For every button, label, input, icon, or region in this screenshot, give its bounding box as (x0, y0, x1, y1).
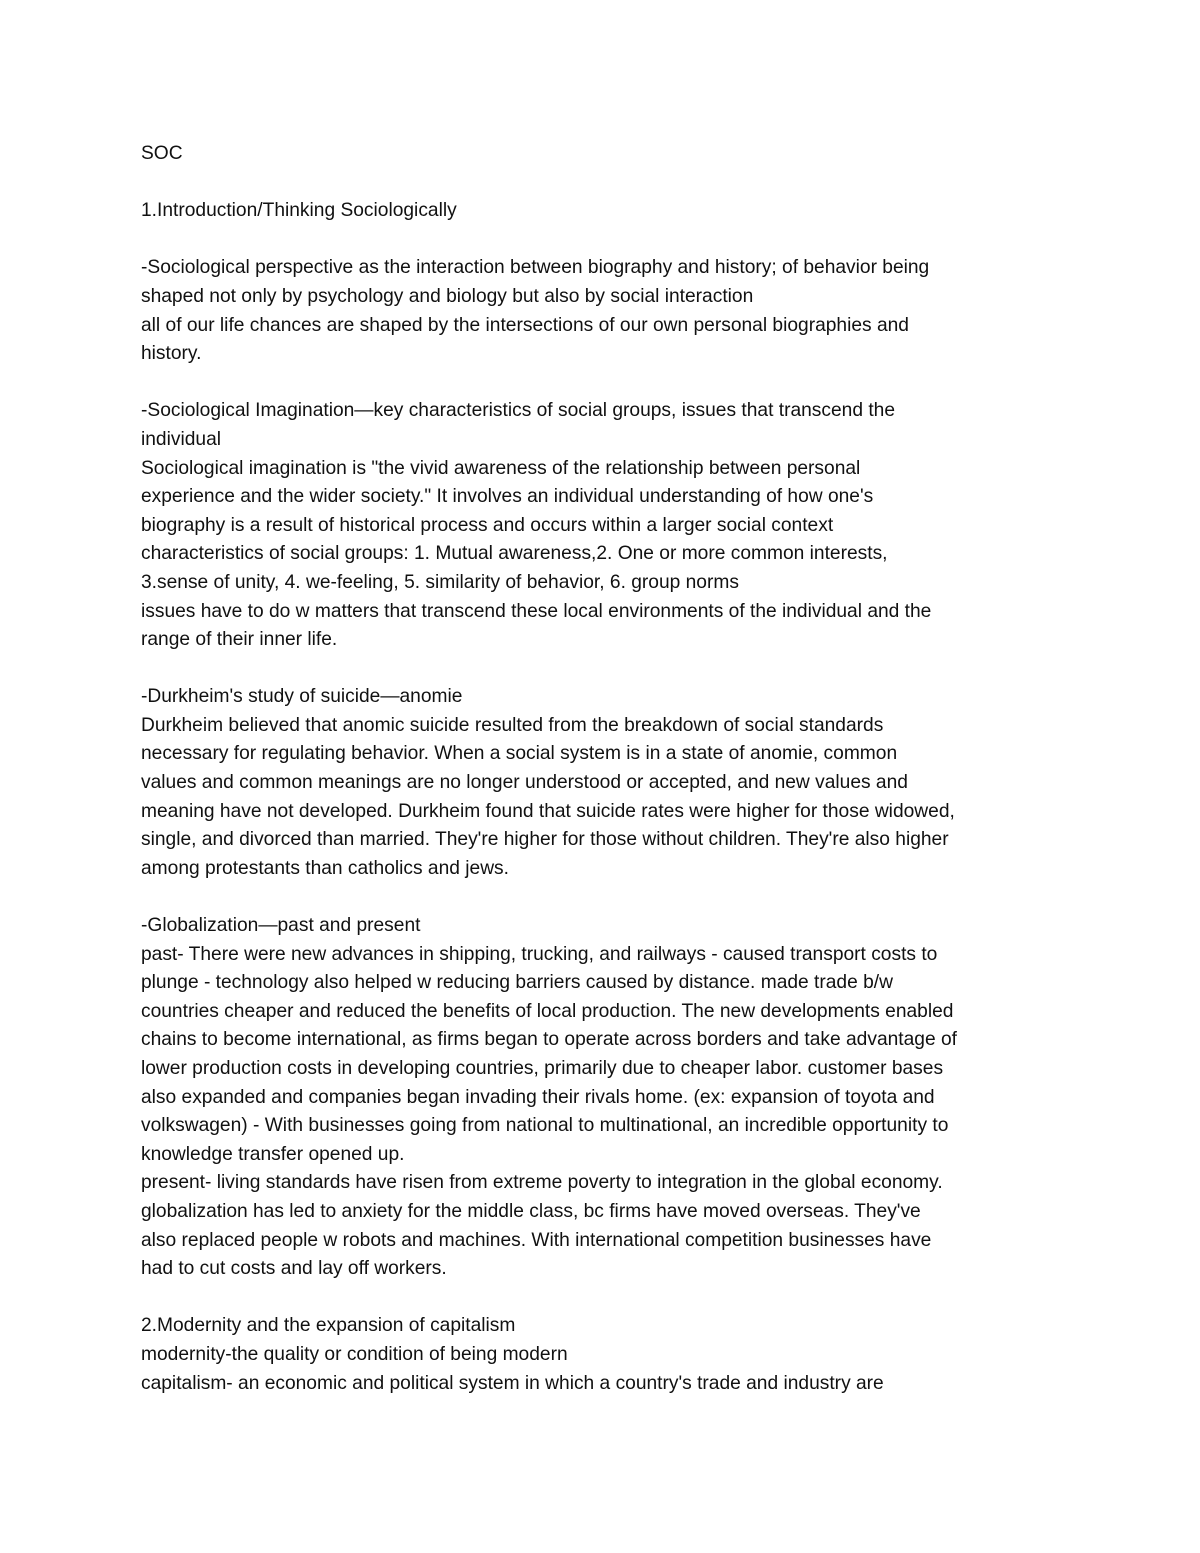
text-line: present- living standards have risen from extreme poverty to integration in the global economy. (141, 1172, 943, 1194)
text-line: experience and the wider society." It involves an individual understanding of how one's (141, 486, 874, 508)
paragraph-gap (141, 226, 1076, 255)
text-line: -Sociological Imagination—key characteristics of social groups, issues that transcend the (141, 400, 896, 422)
text-line: -Sociological perspective as the interaction between biography and history; of behavior being (141, 257, 930, 279)
text-line: -Globalization—past and present (141, 915, 421, 937)
text-line: -Durkheim's study of suicide—anomie (141, 686, 463, 708)
paragraph-durkheim-suicide (141, 683, 1076, 883)
text-line: also expanded and companies began invading their rivals home. (ex: expansion of toyota and (141, 1086, 935, 1108)
text-line: Durkheim believed that anomic suicide resulted from the breakdown of social standards (141, 714, 884, 736)
text-line: history. (141, 343, 202, 365)
text-line: modernity-the quality or condition of being modern (141, 1343, 568, 1365)
text-line: 3.sense of unity, 4. we-feeling, 5. similarity of behavior, 6. group norms (141, 571, 739, 593)
text-line: knowledge transfer opened up. (141, 1143, 405, 1165)
text-line: past- There were new advances in shipping, trucking, and railways - caused transport costs to (141, 943, 938, 965)
paragraph-globalization (141, 912, 1076, 1284)
section-heading: 1.Introduction/Thinking Sociologically (141, 200, 457, 222)
text-line: individual (141, 428, 222, 450)
paragraph-gap (141, 1284, 1076, 1313)
text-line: also replaced people w robots and machines. With international competition businesses have (141, 1229, 932, 1251)
text-line: had to cut costs and lay off workers. (141, 1258, 447, 1280)
text-line: plunge - technology also helped w reducing barriers caused by distance. made trade b/w (141, 972, 893, 994)
paragraph-gap (141, 169, 1076, 198)
paragraph-gap (141, 883, 1076, 912)
text-line: among protestants than catholics and jews. (141, 857, 509, 879)
text-line: meaning have not developed. Durkheim found that suicide rates were higher for those widowed, (141, 800, 955, 822)
text-line: characteristics of social groups: 1. Mutual awareness,2. One or more common interests, (141, 543, 888, 565)
text-line: issues have to do w matters that transcend these local environments of the individual and the (141, 600, 932, 622)
paragraph-modernity-capitalism (141, 1312, 1076, 1398)
paragraph-sociological-perspective (141, 254, 1076, 368)
text-line: chains to become international, as firms began to operate across borders and take advantage of (141, 1029, 957, 1051)
text-line: Sociological imagination is "the vivid awareness of the relationship between personal (141, 457, 861, 479)
document-body (141, 140, 1076, 1398)
section-heading: 2.Modernity and the expansion of capitalism (141, 1315, 516, 1337)
paragraph-gap (141, 655, 1076, 684)
paragraph-sociological-imagination (141, 397, 1076, 654)
text-line: values and common meanings are no longer understood or accepted, and new values and (141, 772, 908, 794)
text-line: necessary for regulating behavior. When a social system is in a state of anomie, common (141, 743, 898, 765)
text-line: capitalism- an economic and political system in which a country's trade and industry are (141, 1372, 884, 1394)
text-line: globalization has led to anxiety for the middle class, bc firms have moved overseas. They've (141, 1200, 921, 1222)
text-line: lower production costs in developing countries, primarily due to cheaper labor. customer bases (141, 1058, 944, 1079)
text-line: all of our life chances are shaped by the intersections of our own personal biographies and (141, 314, 909, 336)
text-line: shaped not only by psychology and biology but also by social interaction (141, 285, 754, 307)
text-line: range of their inner life. (141, 629, 338, 651)
text-line: biography is a result of historical process and occurs within a larger social context (141, 514, 834, 536)
text-line: countries cheaper and reduced the benefits of local production. The new developments enabled (141, 1000, 954, 1022)
text-line: volkswagen) - With businesses going from national to multinational, an incredible opportunity to (141, 1115, 949, 1137)
text-line: single, and divorced than married. They're higher for those without children. They're also higher (141, 829, 949, 851)
paragraph-gap (141, 369, 1076, 398)
document-title: SOC (141, 143, 183, 164)
